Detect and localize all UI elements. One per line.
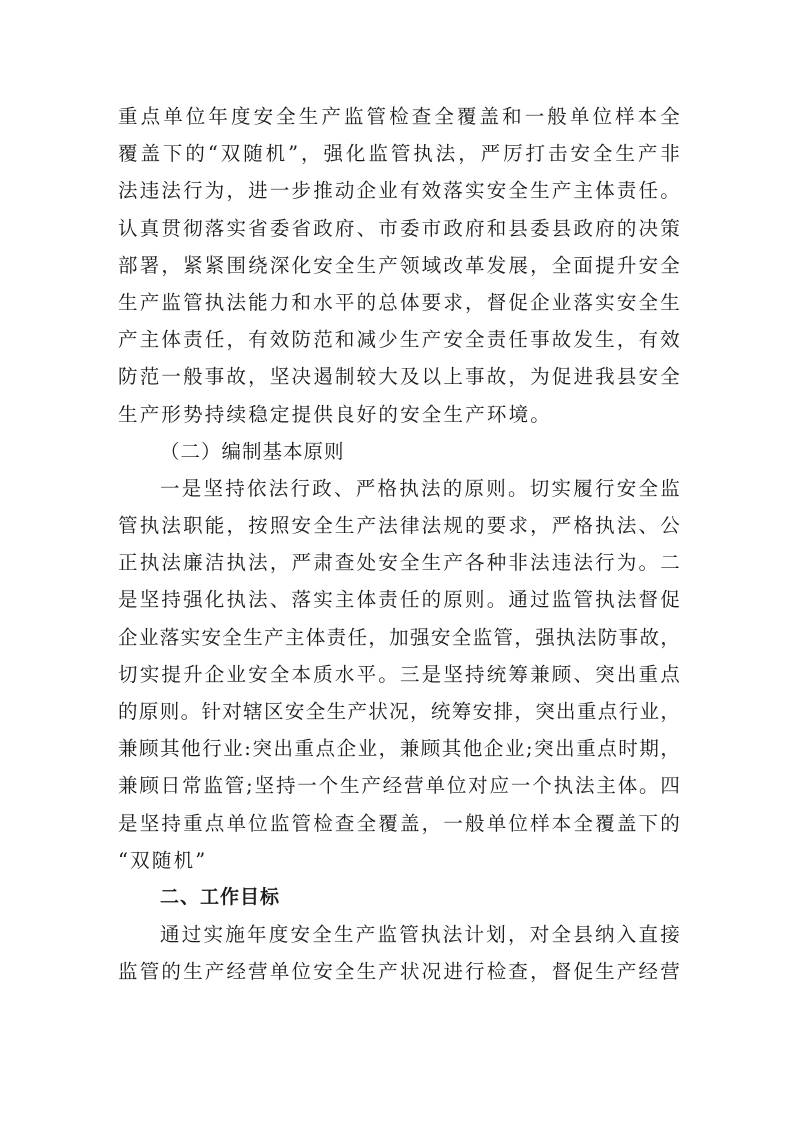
paragraph-first-line: 通 过 实 施 年 度 安 全 生 产 监 管 执 法 计 划 ， 对 全 县 纳 入 直 接 [160,923,680,947]
paragraph-line: 是 坚 持 强 化 执 法 、 落 实 主 体 责 任 的 原 则 。 通 过 监 管 执 法 督 促 [118,588,680,612]
subsection-heading: （二）编制基本原则 [160,439,345,463]
paragraph-line: 重 点 单 位 年 度 安 全 生 产 监 管 检 查 全 覆 盖 和 一 般 单 位 样 本 全 [118,105,680,128]
paragraph-line: 认 真 贯 彻 落 实 省 委 省 政 府 、 市 委 市 政 府 和 县 委 县 政 府 的 决 策 [118,216,680,240]
paragraph-line: 监 管 的 生 产 经 营 单 位 安 全 生 产 状 况 进 行 检 查 ， 督 促 生 产 经 营 [118,960,680,984]
paragraph-line: 切 实 提 升 企 业 安 全 本 质 水 平 。 三 是 坚 持 统 筹 兼 顾 、 突 出 重 点 [118,662,680,686]
paragraph-line: 生产形势持续稳定提供良好的安全生产环境。 [118,402,553,426]
paragraph-line: 的 原 则 。 针 对 辖 区 安 全 生 产 状 况 ， 统 筹 安 排 ， 突 出 重 点 行 业 ， [118,700,680,723]
paragraph-line: “双随机” [118,848,208,872]
paragraph-line: 正 执 法 廉 洁 执 法 ， 严 肃 查 处 安 全 生 产 各 种 非 法 违 法 行 为 。 二 [118,551,680,575]
paragraph-line: 兼 顾 日 常 监 管 ; 坚 持 一 个 生 产 经 营 单 位 对 应 一 个 执 法 主 体 。 四 [118,774,680,798]
paragraph-line: 企 业 落 实 安 全 生 产 主 体 责 任 ， 加 强 安 全 监 管 ， 强 执 法 防 事 故 ， [118,625,680,649]
section-heading: 二、工作目标 [160,885,281,908]
paragraph-line: 覆 盖 下 的 “ 双 随 机 ” ， 强 化 监 管 执 法 ， 严 厉 打 击 安 全 生 产 非 [118,142,680,166]
paragraph-line: 防 范 一 般 事 故 ， 坚 决 遏 制 较 大 及 以 上 事 故 ， 为 促 进 我 县 安 全 [118,365,680,389]
paragraph-line: 是 坚 持 重 点 单 位 监 管 检 查 全 覆 盖 ， 一 般 单 位 样 本 全 覆 盖 下 的 [118,811,680,835]
paragraph-line: 法 违 法 行 为 ， 进 一 步 推 动 企 业 有 效 落 实 安 全 生 产 主 体 责 任 。 [118,179,680,203]
paragraph-line: 部 署 ， 紧 紧 围 绕 深 化 安 全 生 产 领 域 改 革 发 展 ， 全 面 提 升 安 全 [118,253,680,277]
paragraph-first-line: 一 是 坚 持 依 法 行 政 、 严 格 执 法 的 原 则 。 切 实 履 行 安 全 监 [160,476,680,500]
paragraph-line: 生 产 监 管 执 法 能 力 和 水 平 的 总 体 要 求 ， 督 促 企 业 落 实 安 全 生 [118,290,680,314]
paragraph-line: 管 执 法 职 能 ， 按 照 安 全 生 产 法 律 法 规 的 要 求 ， 严 格 执 法 、 公 [118,514,680,538]
paragraph-line: 产 主 体 责 任 ， 有 效 防 范 和 减 少 生 产 安 全 责 任 事 故 发 生 ， 有 效 [118,328,680,352]
document-body [118,98,680,991]
paragraph-line: 兼 顾 其 他 行 业 : 突 出 重 点 企 业 ， 兼 顾 其 他 企 业 ; 突 出 重 点 时 期 ， [118,737,680,761]
